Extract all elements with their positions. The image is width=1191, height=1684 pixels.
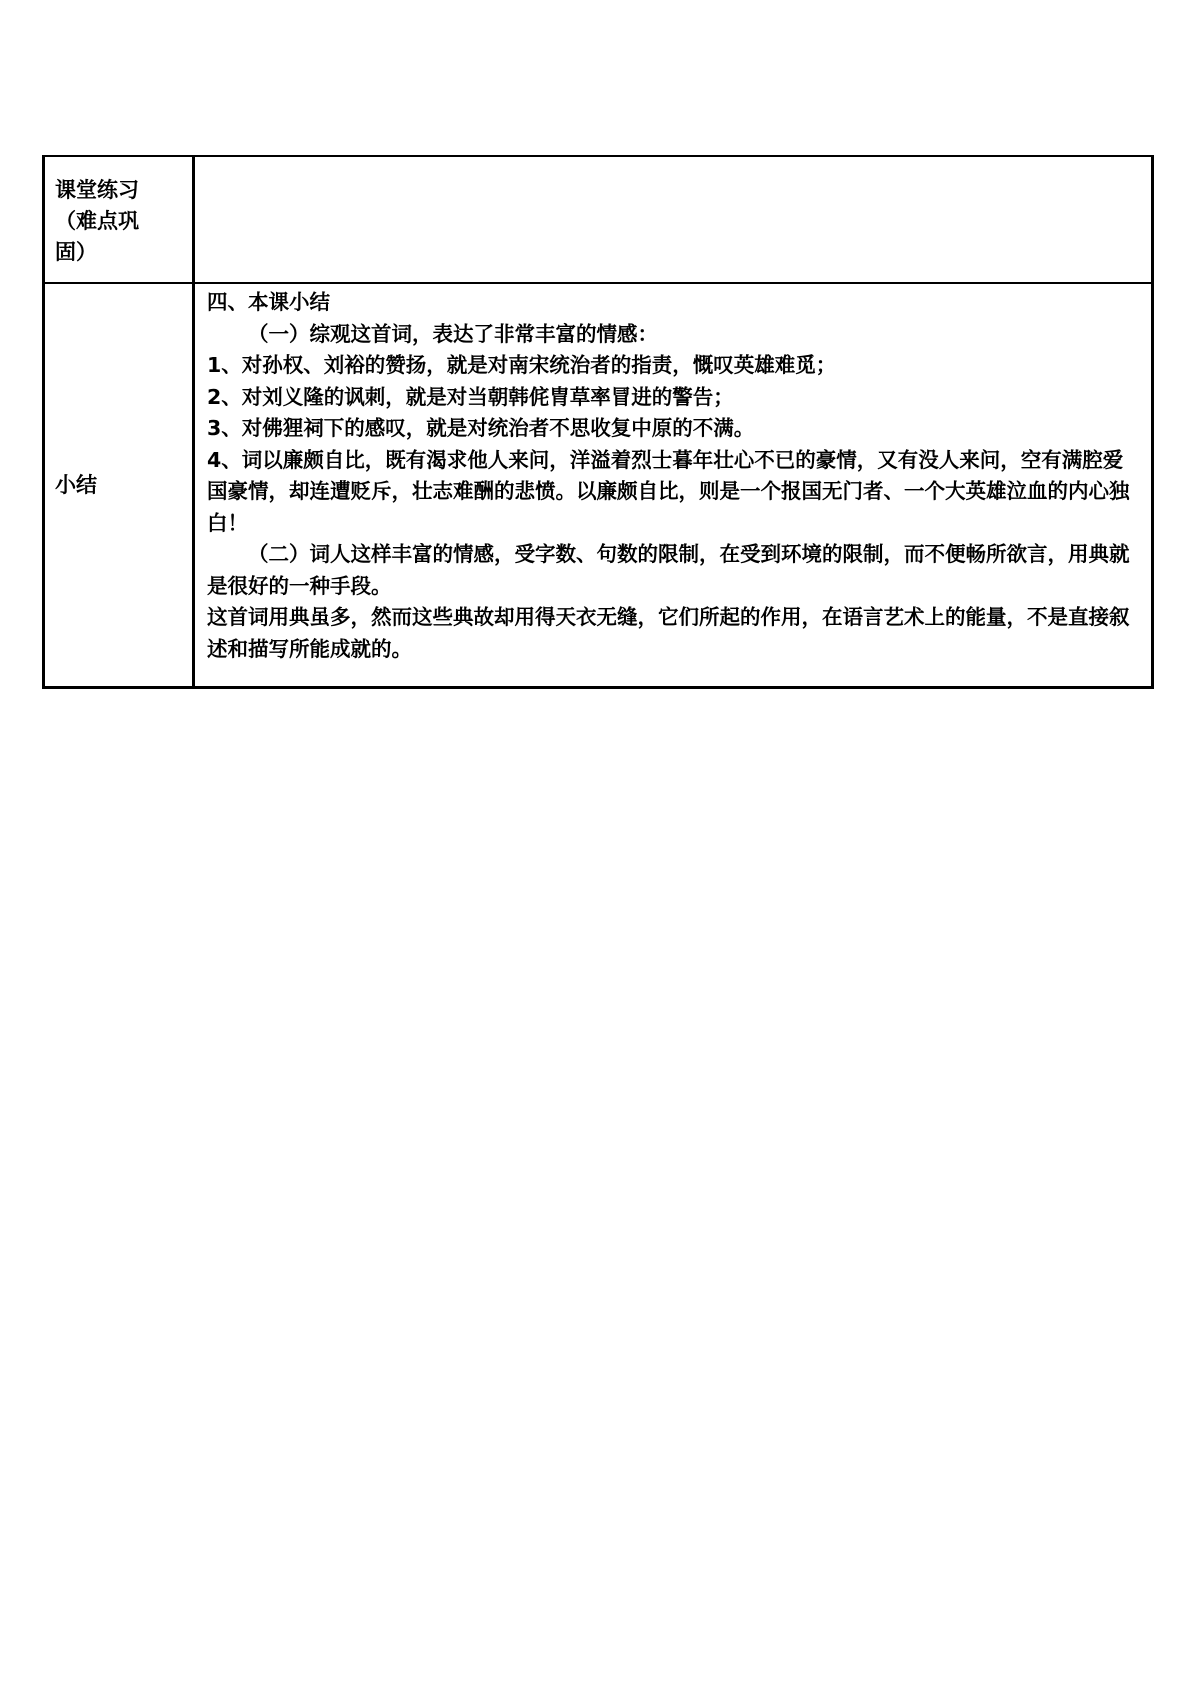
- practice-label-cell: [44, 156, 194, 283]
- summary-paragraph-5: 4、词以廉颇自比，既有渴求他人来问，洋溢着烈士暮年壮心不已的豪情，又有没人来问，空有满腔爱国豪情，却连遭贬斥，壮志难酬的悲愤。以廉颇自比，则是一个报国无门者、一个大英雄泣血的内心独白！: [207, 447, 1130, 535]
- summary-paragraph-7: 这首词用典虽多，然而这些典故却用得天衣无缝，它们所起的作用，在语言艺术上的能量，不是直接叙述和描写所能成就的。: [207, 605, 1130, 661]
- summary-paragraph-4: 3、对佛狸祠下的感叹，就是对统治者不思收复中原的不满。: [207, 416, 755, 440]
- table-row-practice: [44, 156, 1153, 283]
- summary-label: 小结: [55, 472, 97, 497]
- summary-paragraph-2: 1、对孙权、刘裕的赞扬，就是对南宋统治者的指责，慨叹英雄难觅；: [207, 353, 837, 377]
- summary-content: [195, 284, 1151, 665]
- summary-paragraph-6: （二）词人这样丰富的情感，受字数、句数的限制，在受到环境的限制，而不便畅所欲言，用典就是很好的一种手段。: [207, 542, 1130, 598]
- practice-content-cell: [194, 156, 1153, 283]
- summary-label-cell: [44, 283, 194, 688]
- summary-heading: 四、本课小结: [207, 290, 330, 314]
- summary-content-cell: [194, 283, 1153, 688]
- practice-label: 课堂练习（难点巩固）: [55, 178, 139, 264]
- lesson-plan-table: [42, 155, 1154, 689]
- summary-paragraph-1: （一）综观这首词，表达了非常丰富的情感：: [248, 321, 658, 346]
- practice-content: [195, 157, 1151, 160]
- summary-paragraph-3: 2、对刘义隆的讽刺，就是对当朝韩侂胄草率冒进的警告；: [207, 384, 734, 409]
- table-row-summary: [44, 283, 1153, 688]
